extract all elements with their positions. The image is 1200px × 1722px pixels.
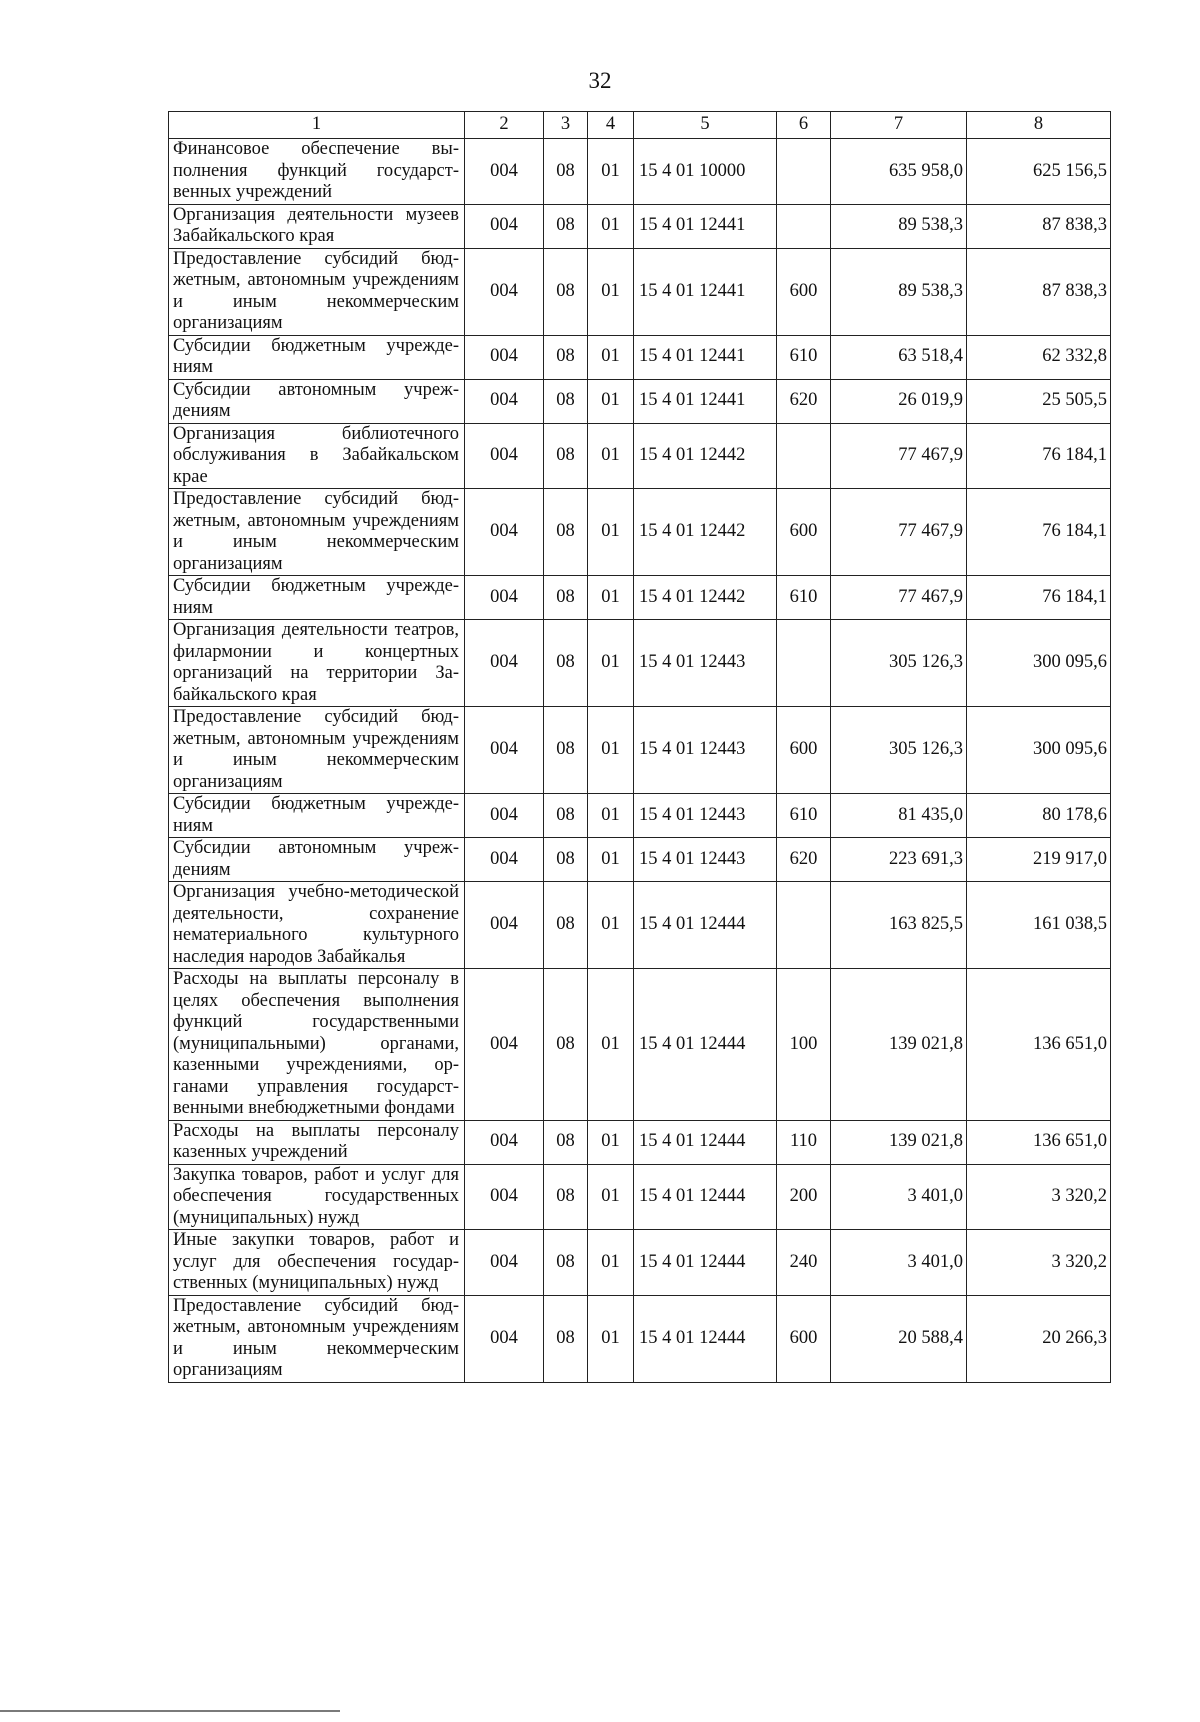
row-amount-2: 80 178,6 [967,794,1111,838]
table-row [169,379,1111,423]
row-expense-type: 600 [777,489,831,576]
table-row [169,248,1111,335]
row-ministry-code: 004 [465,576,544,620]
row-section-code: 08 [544,576,588,620]
row-section-code: 08 [544,882,588,969]
row-section-code: 08 [544,794,588,838]
row-subsection-code: 01 [588,882,634,969]
row-amount-2: 3 320,2 [967,1230,1111,1296]
budget-allocation-table [168,111,1111,1383]
row-amount-2: 87 838,3 [967,248,1111,335]
column-header-target-article: 5 [634,112,777,139]
column-header-expense-type: 6 [777,112,831,139]
column-header-name: 1 [169,112,465,139]
row-name: Иные закупки товаров, работ и услуг для обеспечения государственных (муниципальных) нужд [169,1230,465,1296]
row-expense-type: 600 [777,248,831,335]
table-row [169,423,1111,489]
row-target-article: 15 4 01 12444 [634,882,777,969]
row-name: Субсидии бюджетным учреждениям [169,794,465,838]
row-ministry-code: 004 [465,620,544,707]
row-subsection-code: 01 [588,620,634,707]
row-expense-type [777,204,831,248]
row-ministry-code: 004 [465,139,544,205]
row-name: Предоставление субсидий бюджетным, автономным учреждениям и иным некоммерческим организациям [169,489,465,576]
row-ministry-code: 004 [465,969,544,1121]
row-amount-1: 139 021,8 [831,969,967,1121]
row-name: Организация деятельности музеев Забайкальского края [169,204,465,248]
row-expense-type: 610 [777,576,831,620]
table-row [169,335,1111,379]
table-row [169,620,1111,707]
row-target-article: 15 4 01 12444 [634,1295,777,1382]
row-target-article: 15 4 01 12444 [634,1164,777,1230]
row-section-code: 08 [544,1120,588,1164]
row-ministry-code: 004 [465,1295,544,1382]
row-section-code: 08 [544,489,588,576]
row-amount-1: 89 538,3 [831,204,967,248]
row-target-article: 15 4 01 12443 [634,707,777,794]
row-amount-1: 77 467,9 [831,576,967,620]
row-subsection-code: 01 [588,838,634,882]
row-amount-1: 3 401,0 [831,1164,967,1230]
row-amount-2: 300 095,6 [967,707,1111,794]
row-target-article: 15 4 01 12441 [634,248,777,335]
row-amount-2: 76 184,1 [967,423,1111,489]
row-ministry-code: 004 [465,838,544,882]
row-target-article: 15 4 01 12443 [634,794,777,838]
table-row [169,1295,1111,1382]
row-name: Субсидии автономным учреждениям [169,838,465,882]
table-row [169,1230,1111,1296]
row-ministry-code: 004 [465,335,544,379]
row-amount-1: 635 958,0 [831,139,967,205]
row-name: Организация учебно-методической деятельности, сохранение нематериального культурного наследия народов Забайкалья [169,882,465,969]
column-header-section: 3 [544,112,588,139]
row-amount-2: 136 651,0 [967,1120,1111,1164]
table-row [169,838,1111,882]
row-section-code: 08 [544,707,588,794]
table-row [169,576,1111,620]
column-header-ministry: 2 [465,112,544,139]
column-header-amount-2: 8 [967,112,1111,139]
row-amount-2: 625 156,5 [967,139,1111,205]
row-amount-2: 87 838,3 [967,204,1111,248]
row-ministry-code: 004 [465,489,544,576]
row-section-code: 08 [544,139,588,205]
row-subsection-code: 01 [588,204,634,248]
row-ministry-code: 004 [465,248,544,335]
row-amount-1: 223 691,3 [831,838,967,882]
row-amount-2: 219 917,0 [967,838,1111,882]
table-row [169,969,1111,1121]
row-name: Организация деятельности театров, филармонии и концертных организаций на территории Забайкальского края [169,620,465,707]
row-ministry-code: 004 [465,1120,544,1164]
row-target-article: 15 4 01 12442 [634,576,777,620]
row-amount-1: 305 126,3 [831,707,967,794]
row-name: Расходы на выплаты персоналу казенных учреждений [169,1120,465,1164]
row-amount-2: 76 184,1 [967,489,1111,576]
row-subsection-code: 01 [588,707,634,794]
column-header-amount-1: 7 [831,112,967,139]
page-number: 32 [588,68,612,93]
row-expense-type: 100 [777,969,831,1121]
row-name: Предоставление субсидий бюджетным, автономным учреждениям и иным некоммерческим организациям [169,1295,465,1382]
scan-artifact-line [0,1710,340,1712]
row-ministry-code: 004 [465,1164,544,1230]
table-row [169,707,1111,794]
row-subsection-code: 01 [588,1230,634,1296]
row-expense-type: 110 [777,1120,831,1164]
row-subsection-code: 01 [588,248,634,335]
table-row [169,139,1111,205]
row-amount-2: 3 320,2 [967,1164,1111,1230]
column-header-subsection: 4 [588,112,634,139]
row-subsection-code: 01 [588,1164,634,1230]
table-body [169,139,1111,1383]
row-ministry-code: 004 [465,204,544,248]
row-expense-type: 620 [777,379,831,423]
row-subsection-code: 01 [588,576,634,620]
table-row [169,489,1111,576]
row-section-code: 08 [544,1295,588,1382]
row-amount-1: 77 467,9 [831,423,967,489]
row-amount-2: 161 038,5 [967,882,1111,969]
row-target-article: 15 4 01 12441 [634,204,777,248]
row-expense-type: 610 [777,794,831,838]
row-amount-1: 81 435,0 [831,794,967,838]
row-ministry-code: 004 [465,423,544,489]
row-amount-2: 62 332,8 [967,335,1111,379]
row-ministry-code: 004 [465,882,544,969]
row-target-article: 15 4 01 12442 [634,489,777,576]
row-expense-type: 200 [777,1164,831,1230]
row-name: Организация библиотечного обслуживания в Забайкальском крае [169,423,465,489]
row-amount-2: 20 266,3 [967,1295,1111,1382]
row-subsection-code: 01 [588,139,634,205]
row-expense-type [777,139,831,205]
row-amount-1: 3 401,0 [831,1230,967,1296]
row-expense-type [777,620,831,707]
row-name: Субсидии бюджетным учреждениям [169,576,465,620]
row-target-article: 15 4 01 12443 [634,620,777,707]
table-header [169,112,1111,139]
row-section-code: 08 [544,423,588,489]
row-target-article: 15 4 01 12444 [634,969,777,1121]
row-amount-1: 89 538,3 [831,248,967,335]
row-subsection-code: 01 [588,335,634,379]
row-subsection-code: 01 [588,379,634,423]
row-expense-type: 620 [777,838,831,882]
row-section-code: 08 [544,248,588,335]
row-amount-1: 26 019,9 [831,379,967,423]
row-expense-type: 610 [777,335,831,379]
row-target-article: 15 4 01 12443 [634,838,777,882]
row-target-article: 15 4 01 10000 [634,139,777,205]
row-name: Финансовое обеспечение выполнения функций государственных учреждений [169,139,465,205]
row-ministry-code: 004 [465,794,544,838]
row-expense-type: 600 [777,1295,831,1382]
row-ministry-code: 004 [465,379,544,423]
row-amount-2: 300 095,6 [967,620,1111,707]
row-name: Субсидии автономным учреждениям [169,379,465,423]
row-amount-1: 77 467,9 [831,489,967,576]
row-subsection-code: 01 [588,794,634,838]
row-ministry-code: 004 [465,707,544,794]
row-target-article: 15 4 01 12441 [634,379,777,423]
row-name: Субсидии бюджетным учреждениям [169,335,465,379]
row-subsection-code: 01 [588,489,634,576]
table-row [169,794,1111,838]
row-ministry-code: 004 [465,1230,544,1296]
row-expense-type [777,423,831,489]
row-target-article: 15 4 01 12441 [634,335,777,379]
row-subsection-code: 01 [588,423,634,489]
row-section-code: 08 [544,838,588,882]
row-target-article: 15 4 01 12442 [634,423,777,489]
row-target-article: 15 4 01 12444 [634,1120,777,1164]
row-amount-1: 163 825,5 [831,882,967,969]
row-target-article: 15 4 01 12444 [634,1230,777,1296]
table-row [169,1164,1111,1230]
table-row [169,882,1111,969]
row-name: Закупка товаров, работ и услуг для обеспечения государственных (муниципальных) нужд [169,1164,465,1230]
row-section-code: 08 [544,379,588,423]
row-name: Расходы на выплаты персоналу в целях обеспечения выполнения функций государственными (муниципальными) органами, казенными учреждениями, органами управления государственными внебюджетными фондами [169,969,465,1121]
row-amount-2: 76 184,1 [967,576,1111,620]
table-row [169,1120,1111,1164]
table-row [169,204,1111,248]
row-amount-1: 305 126,3 [831,620,967,707]
row-section-code: 08 [544,335,588,379]
row-expense-type [777,882,831,969]
row-expense-type: 240 [777,1230,831,1296]
row-subsection-code: 01 [588,1295,634,1382]
row-amount-2: 25 505,5 [967,379,1111,423]
row-section-code: 08 [544,204,588,248]
row-section-code: 08 [544,969,588,1121]
row-subsection-code: 01 [588,1120,634,1164]
row-amount-1: 139 021,8 [831,1120,967,1164]
row-section-code: 08 [544,1230,588,1296]
row-name: Предоставление субсидий бюджетным, автономным учреждениям и иным некоммерческим организациям [169,707,465,794]
row-amount-1: 63 518,4 [831,335,967,379]
row-section-code: 08 [544,620,588,707]
header-row [169,112,1111,139]
row-subsection-code: 01 [588,969,634,1121]
row-amount-2: 136 651,0 [967,969,1111,1121]
row-amount-1: 20 588,4 [831,1295,967,1382]
row-section-code: 08 [544,1164,588,1230]
row-expense-type: 600 [777,707,831,794]
row-name: Предоставление субсидий бюджетным, автономным учреждениям и иным некоммерческим организациям [169,248,465,335]
